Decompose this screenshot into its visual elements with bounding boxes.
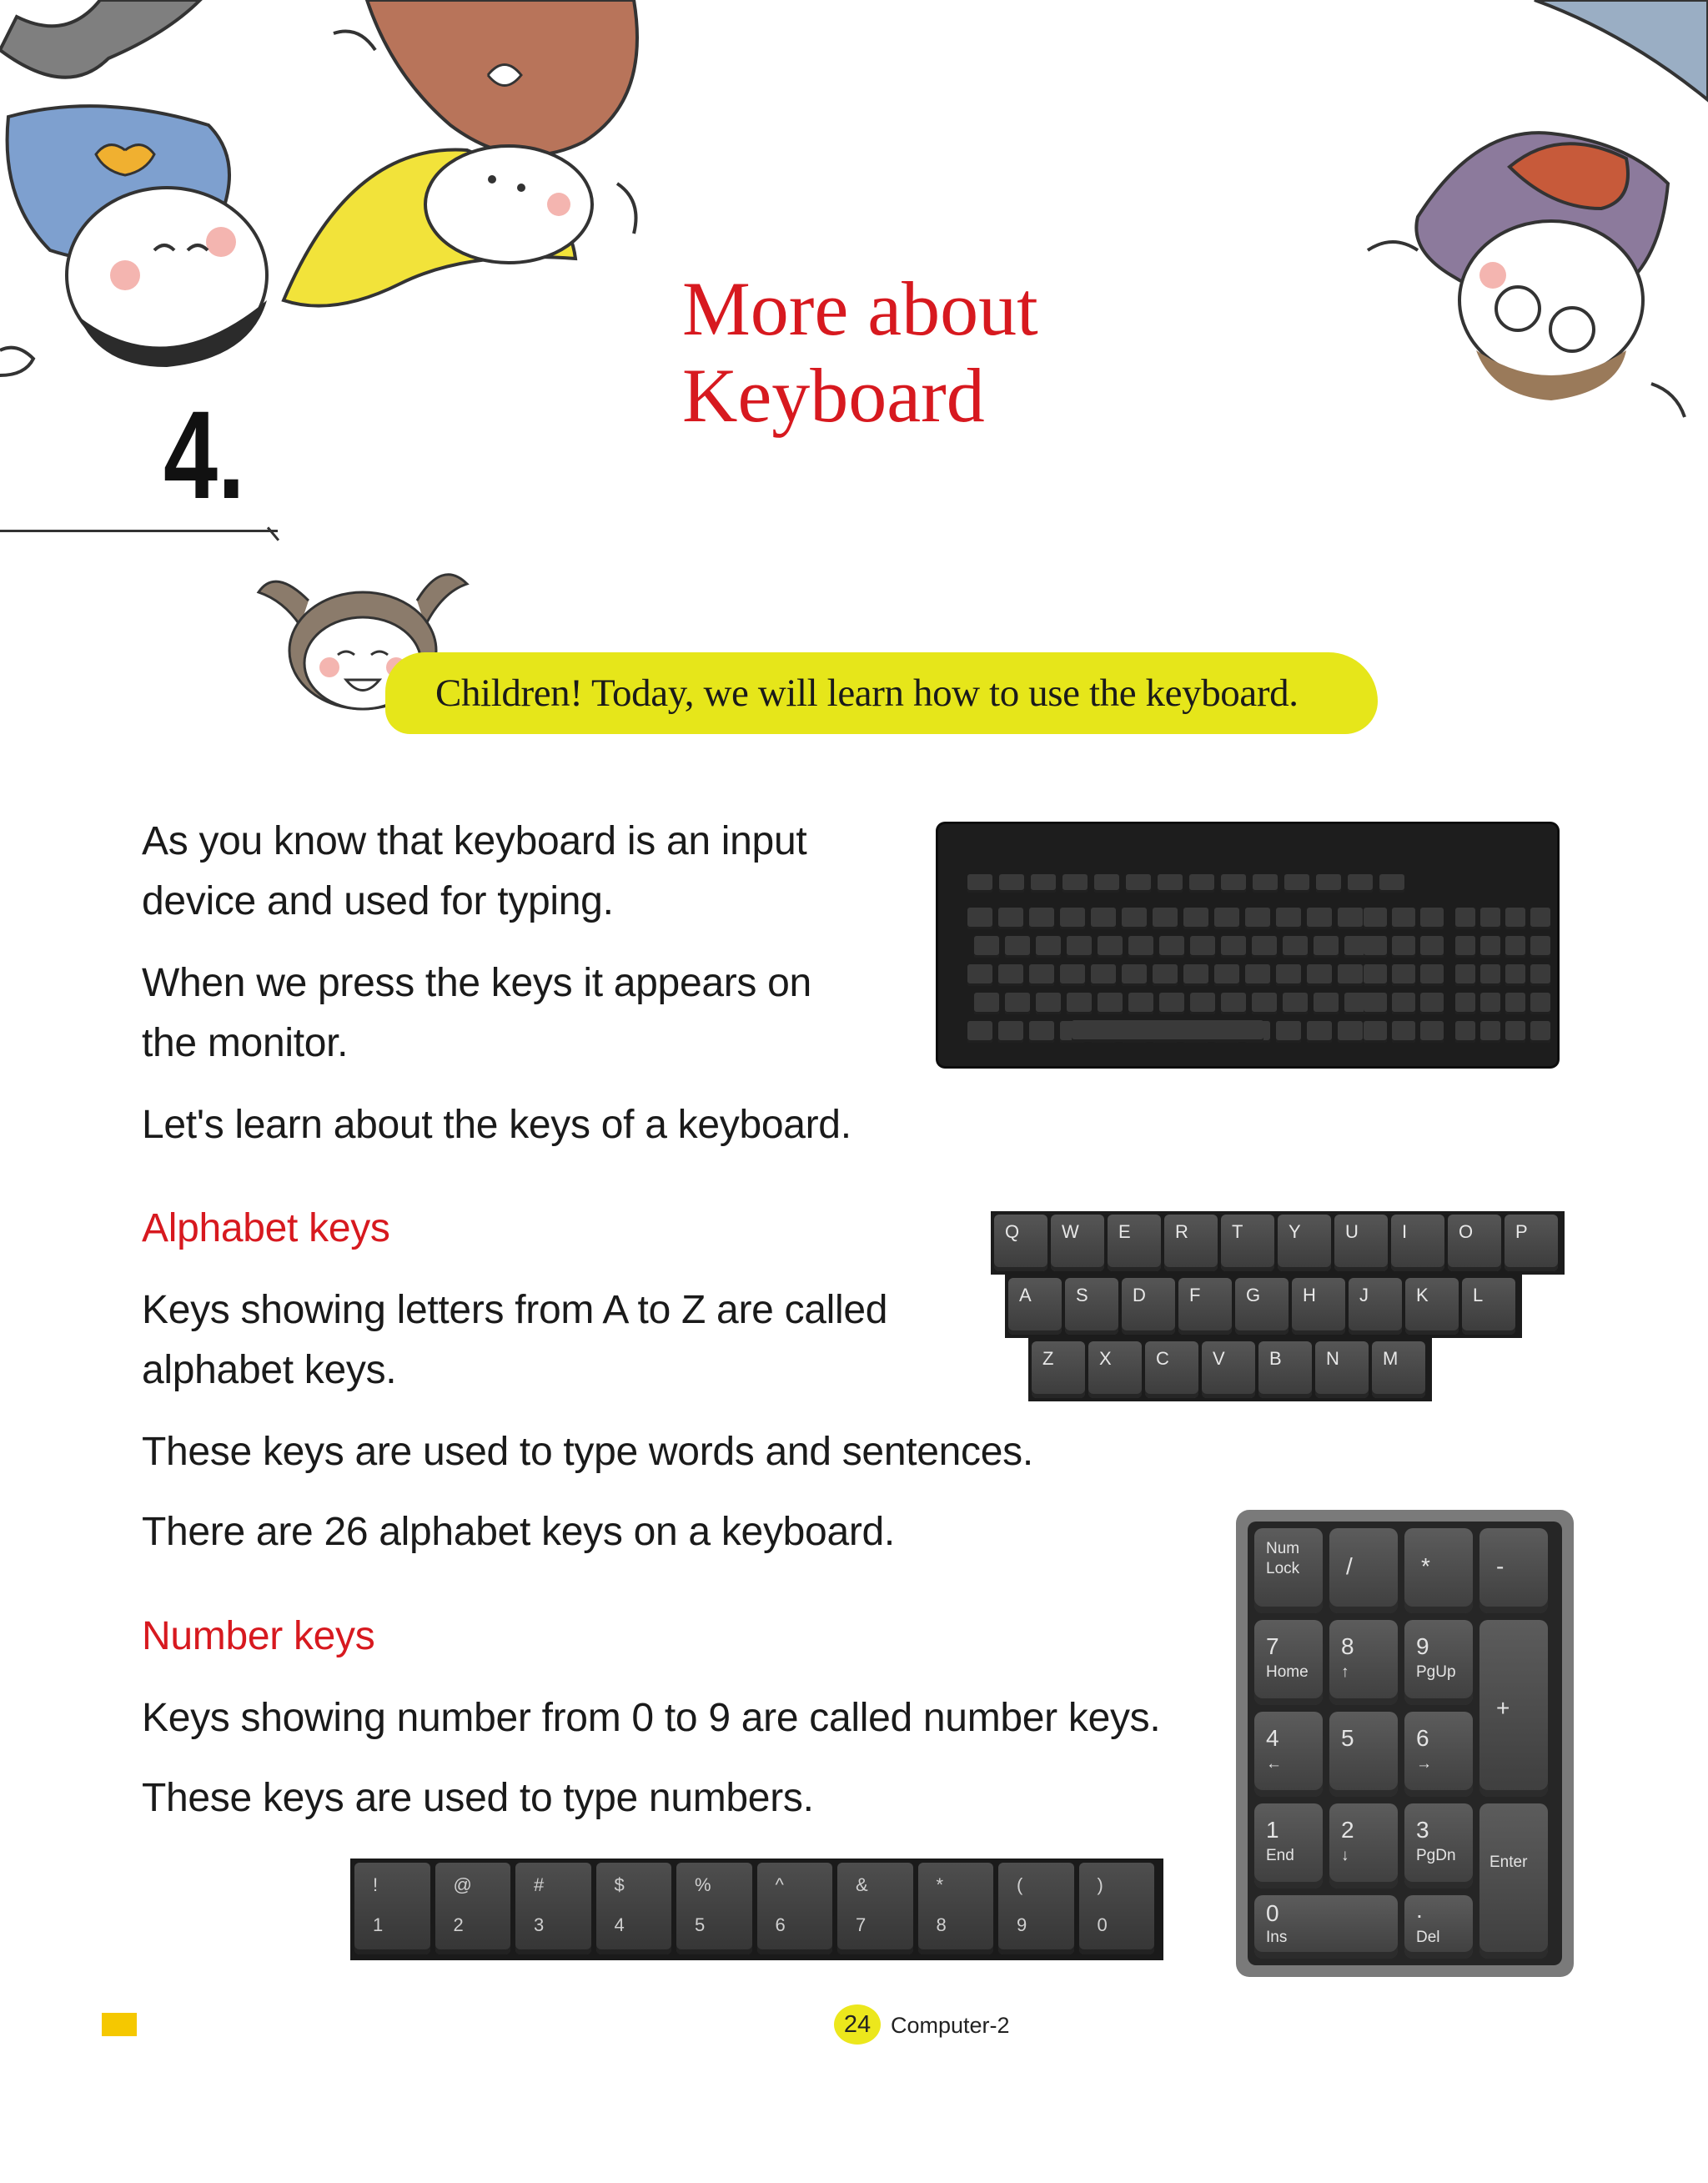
number-text-line: These keys are used to type numbers.	[142, 1776, 814, 1820]
keyboard-image-key	[1062, 874, 1088, 893]
alphabet-key	[1108, 1215, 1161, 1271]
alphabet-row-1	[991, 1211, 1565, 1275]
alphabet-text-line: alphabet keys.	[142, 1348, 397, 1392]
keyboard-image-key	[1379, 874, 1404, 893]
keyboard-image-key	[1159, 993, 1184, 1014]
keyboard-image-key	[1060, 908, 1085, 929]
alphabet-key-label: N	[1326, 1348, 1339, 1369]
keyboard-image-key	[998, 964, 1023, 986]
keyboard-image-key	[1455, 936, 1475, 958]
plus-label: +	[1496, 1695, 1510, 1721]
number-key-symbol: ^	[775, 1874, 784, 1895]
down-arrow-icon: ↓	[1341, 1847, 1349, 1864]
keyboard-image-key	[1214, 908, 1239, 929]
keyboard-image-key	[1283, 993, 1308, 1014]
alphabet-key-label: A	[1019, 1285, 1032, 1305]
alphabet-key-label: C	[1156, 1348, 1169, 1369]
alphabet-key	[1235, 1278, 1289, 1335]
keyboard-image-key	[1338, 964, 1363, 986]
numlock-label-1: Num	[1266, 1540, 1300, 1557]
keyboard-image-key	[1183, 964, 1208, 986]
alphabet-key	[1405, 1278, 1459, 1335]
keyboard-image-key	[1031, 874, 1056, 893]
number-keys-row	[350, 1859, 1163, 1960]
number-key-symbol: &	[856, 1874, 868, 1895]
alphabet-key	[1145, 1341, 1198, 1398]
left-arrow-icon: ←	[1266, 1755, 1282, 1773]
keyboard-image-key	[1420, 993, 1444, 1014]
keyboard-image-key	[1316, 874, 1341, 893]
key-7	[1254, 1620, 1323, 1705]
keyboard-image-key	[1505, 964, 1525, 986]
keyboard-image-key	[1530, 908, 1550, 929]
keyboard-image-key	[1307, 1021, 1332, 1043]
keyboard-image-key	[1098, 993, 1123, 1014]
keyboard-image-key	[1276, 908, 1301, 929]
keyboard-image-key	[1480, 993, 1500, 1014]
alphabet-key	[1178, 1278, 1232, 1335]
paragraph-line: device and used for typing.	[142, 879, 614, 923]
alphabet-key	[1258, 1341, 1312, 1398]
keyboard-image-key	[998, 1021, 1023, 1043]
enter-key	[1479, 1803, 1548, 1959]
number-key	[837, 1863, 913, 1954]
alphabet-text-line: There are 26 alphabet keys on a keyboard.	[142, 1510, 895, 1554]
keyboard-image-key	[1420, 1021, 1444, 1043]
alphabet-key	[1278, 1215, 1331, 1271]
alphabet-key	[1008, 1278, 1062, 1335]
keyboard-image-key	[974, 993, 999, 1014]
alphabet-keys-heading: Alphabet keys	[142, 1206, 390, 1250]
keyboard-image-key	[1221, 936, 1246, 958]
chapter-title-line2: Keyboard	[682, 353, 985, 438]
key-3	[1404, 1803, 1473, 1889]
slash-label: /	[1346, 1553, 1353, 1579]
key-9	[1404, 1620, 1473, 1705]
number-key	[515, 1863, 591, 1954]
chapter-title-line1: More about	[682, 266, 1038, 351]
keyboard-image-key	[1307, 908, 1332, 929]
key-5-label: 5	[1341, 1725, 1354, 1751]
keyboard-image-key	[1158, 874, 1183, 893]
alphabet-key-label: U	[1345, 1221, 1359, 1242]
keyboard-image-key	[1348, 874, 1373, 893]
key-7-label: 7	[1266, 1633, 1279, 1659]
chapter-rule-tick	[267, 526, 279, 541]
number-key-digit: 6	[775, 1914, 786, 1935]
number-key	[676, 1863, 752, 1954]
alphabet-key	[1292, 1278, 1345, 1335]
keyboard-image-key	[967, 1021, 992, 1043]
alphabet-key-label: E	[1118, 1221, 1131, 1242]
alphabet-key-label: G	[1246, 1285, 1261, 1305]
keyboard-image-key	[1530, 964, 1550, 986]
minus-label: -	[1496, 1553, 1505, 1579]
key-8-label: 8	[1341, 1633, 1354, 1659]
slash-key	[1329, 1528, 1398, 1613]
key-6	[1404, 1712, 1473, 1797]
keyboard-image-key	[1253, 874, 1278, 893]
keyboard-image-key	[1221, 874, 1246, 893]
number-key	[998, 1863, 1074, 1954]
keyboard-image-key	[1338, 908, 1363, 929]
number-key-symbol: @	[453, 1874, 472, 1895]
numlock-key	[1254, 1528, 1323, 1613]
paragraph-line: When we press the keys it appears on	[142, 961, 811, 1005]
keyboard-image-key	[1307, 964, 1332, 986]
right-arrow-icon: →	[1416, 1755, 1432, 1773]
number-key	[354, 1863, 430, 1954]
keyboard-image-key	[1392, 936, 1415, 958]
alphabet-key-label: M	[1383, 1348, 1399, 1369]
keyboard-image-key	[1364, 936, 1387, 958]
keyboard-image-key	[1455, 993, 1475, 1014]
keyboard-image-key	[1252, 936, 1277, 958]
alphabet-key-label: R	[1175, 1221, 1188, 1242]
keyboard-image-key	[1128, 936, 1153, 958]
number-text-line: Keys showing number from 0 to 9 are called number keys.	[142, 1696, 1161, 1740]
number-key	[918, 1863, 994, 1954]
alphabet-key-label: Q	[1005, 1221, 1020, 1242]
alphabet-key	[1065, 1278, 1118, 1335]
numlock-label-2: Lock	[1266, 1560, 1300, 1577]
alphabet-key	[1088, 1341, 1142, 1398]
keyboard-image-key	[1029, 908, 1054, 929]
alphabet-key	[1164, 1215, 1218, 1271]
chapter-number: 4.	[163, 385, 245, 525]
number-key-symbol: $	[614, 1874, 625, 1895]
number-key-digit: 3	[534, 1914, 545, 1935]
keyboard-image-key	[1029, 964, 1054, 986]
keyboard-image-key	[1505, 908, 1525, 929]
key-3-sub: PgDn	[1416, 1847, 1456, 1864]
intro-text: Children! Today, we will learn how to use the keyboard.	[435, 671, 1299, 715]
keyboard-image-key	[1252, 993, 1277, 1014]
numeric-keypad	[1236, 1510, 1574, 1977]
keyboard-image-key	[1128, 993, 1153, 1014]
alphabet-key-label: J	[1359, 1285, 1369, 1305]
key-4	[1254, 1712, 1323, 1797]
footer-marker	[102, 2013, 137, 2036]
keyboard-image-key	[1245, 964, 1270, 986]
number-key-symbol: (	[1017, 1874, 1023, 1895]
alphabet-key-label: O	[1459, 1221, 1474, 1242]
number-key-symbol: #	[534, 1874, 545, 1895]
keyboard-image-key	[1122, 964, 1147, 986]
paragraph-line: Let's learn about the keys of a keyboard.	[142, 1103, 851, 1147]
chapter-title	[682, 265, 1149, 439]
keyboard-image-key	[1183, 908, 1208, 929]
keyboard-image-key	[1480, 964, 1500, 986]
keyboard-image-key	[1420, 936, 1444, 958]
alphabet-key-label: B	[1269, 1348, 1282, 1369]
keyboard-image-key	[998, 908, 1023, 929]
alphabet-text-line: These keys are used to type words and sentences.	[142, 1430, 1033, 1474]
keyboard-image-key	[1392, 908, 1415, 929]
alphabet-key-label: V	[1213, 1348, 1225, 1369]
number-key-digit: 1	[373, 1914, 384, 1935]
key-4-label: 4	[1266, 1725, 1279, 1751]
number-key-digit: 9	[1017, 1914, 1027, 1935]
key-1-label: 1	[1266, 1817, 1279, 1843]
key-5	[1329, 1712, 1398, 1797]
keyboard-image-key	[1029, 1021, 1054, 1043]
keyboard-image-key	[1480, 1021, 1500, 1043]
number-key-digit: 8	[936, 1914, 947, 1935]
plus-key	[1479, 1620, 1548, 1797]
alphabet-key-label: H	[1303, 1285, 1316, 1305]
keyboard-image-key	[1214, 964, 1239, 986]
keyboard-image-key	[1190, 993, 1215, 1014]
keyboard-image-key	[1091, 964, 1116, 986]
keyboard-image-key	[967, 964, 992, 986]
keyboard-image-key	[1392, 993, 1415, 1014]
key-6-label: 6	[1416, 1725, 1429, 1751]
keyboard-image-key	[1364, 964, 1387, 986]
alphabet-key-label: F	[1189, 1285, 1201, 1305]
alphabet-key	[1051, 1215, 1104, 1271]
alphabet-key	[994, 1215, 1047, 1271]
keyboard-image-key	[1091, 908, 1116, 929]
number-key-digit: 4	[614, 1914, 625, 1935]
star-key	[1404, 1528, 1473, 1613]
alphabet-key	[1221, 1215, 1274, 1271]
alphabet-row-3	[1028, 1338, 1432, 1401]
keyboard-image-key	[1036, 993, 1061, 1014]
alphabet-key-label: W	[1062, 1221, 1079, 1242]
alphabet-key-label: P	[1515, 1221, 1528, 1242]
alphabet-key	[1391, 1215, 1444, 1271]
minus-key	[1479, 1528, 1548, 1613]
keyboard-image-key	[1067, 936, 1092, 958]
page-number: 24	[834, 2004, 881, 2045]
keyboard-image-key	[1505, 1021, 1525, 1043]
keyboard-image-key	[1126, 874, 1151, 893]
key-0-sub: Ins	[1266, 1929, 1288, 1946]
keyboard-image	[938, 824, 1557, 1066]
key-2-label: 2	[1341, 1817, 1354, 1843]
keyboard-image-key	[999, 874, 1024, 893]
number-key-digit: 0	[1097, 1914, 1108, 1935]
key-8	[1329, 1620, 1398, 1705]
keyboard-image-key	[1005, 936, 1030, 958]
number-keys-heading: Number keys	[142, 1614, 375, 1658]
keyboard-image-key	[1314, 993, 1339, 1014]
keyboard-image-key	[1392, 1021, 1415, 1043]
number-key	[1079, 1863, 1155, 1954]
alphabet-key-label: K	[1416, 1285, 1429, 1305]
key-9-label: 9	[1416, 1633, 1429, 1659]
number-key	[596, 1863, 672, 1954]
keyboard-image-key	[1283, 936, 1308, 958]
alphabet-key	[1372, 1341, 1425, 1398]
number-key-symbol: %	[695, 1874, 711, 1895]
alphabet-key	[1315, 1341, 1369, 1398]
alphabet-key	[1122, 1278, 1175, 1335]
keyboard-image-key	[1455, 1021, 1475, 1043]
keyboard-image-key	[1314, 936, 1339, 958]
key-3-label: 3	[1416, 1817, 1429, 1843]
alphabet-key-label: D	[1133, 1285, 1146, 1305]
keyboard-image-key	[1420, 908, 1444, 929]
paragraph-line: As you know that keyboard is an input	[142, 819, 807, 863]
alphabet-key	[1202, 1341, 1255, 1398]
alphabet-key	[1462, 1278, 1515, 1335]
keyboard-image-key	[1364, 1021, 1387, 1043]
keyboard-image-key	[1067, 993, 1092, 1014]
alphabet-key	[1032, 1341, 1085, 1398]
keyboard-image-key	[1005, 993, 1030, 1014]
keyboard-image-key	[1098, 936, 1123, 958]
alphabet-key	[1334, 1215, 1388, 1271]
number-key-digit: 2	[453, 1914, 464, 1935]
alphabet-row-2	[1005, 1275, 1522, 1338]
keyboard-image-key	[1364, 993, 1387, 1014]
keyboard-image-key	[1276, 964, 1301, 986]
alphabet-key-label: T	[1232, 1221, 1243, 1242]
key-1	[1254, 1803, 1323, 1889]
keyboard-image-key	[1480, 908, 1500, 929]
keyboard-image-key	[1094, 874, 1119, 893]
key-1-sub: End	[1266, 1847, 1294, 1864]
keyboard-image-key	[1455, 908, 1475, 929]
alphabet-key	[1349, 1278, 1402, 1335]
alphabet-key-label: X	[1099, 1348, 1112, 1369]
keyboard-image-key	[1276, 1021, 1301, 1043]
keyboard-image-key	[1036, 936, 1061, 958]
keyboard-image-key	[1392, 964, 1415, 986]
number-key-symbol: *	[936, 1874, 944, 1895]
enter-label: Enter	[1489, 1854, 1528, 1871]
paragraph-line: the monitor.	[142, 1021, 349, 1065]
alphabet-key-label: I	[1402, 1221, 1408, 1242]
alphabet-key	[1505, 1215, 1558, 1271]
key-0	[1254, 1895, 1398, 1959]
keyboard-image-key	[1153, 964, 1178, 986]
key-2	[1329, 1803, 1398, 1889]
keyboard-image-key	[1190, 936, 1215, 958]
up-arrow-icon: ↑	[1341, 1663, 1349, 1681]
alphabet-key-label: S	[1076, 1285, 1088, 1305]
number-key	[435, 1863, 511, 1954]
keyboard-image-key	[1060, 964, 1085, 986]
keyboard-image-key	[1530, 1021, 1550, 1043]
alphabet-key-label: Y	[1289, 1221, 1301, 1242]
number-key	[757, 1863, 833, 1954]
number-key-symbol: )	[1097, 1874, 1103, 1895]
number-key-digit: 5	[695, 1914, 706, 1935]
keyboard-image-key	[1530, 936, 1550, 958]
keyboard-image-key	[1530, 993, 1550, 1014]
star-label: *	[1421, 1553, 1430, 1579]
key-0-label: 0	[1266, 1900, 1279, 1926]
number-key-symbol: !	[373, 1874, 379, 1895]
keyboard-image-key	[1245, 908, 1270, 929]
keyboard-image-key	[1480, 936, 1500, 958]
keyboard-image-key	[1072, 1020, 1263, 1042]
number-key-digit: 7	[856, 1914, 867, 1935]
keyboard-image-key	[974, 936, 999, 958]
keyboard-image-key	[1122, 908, 1147, 929]
children-illustration-left	[0, 0, 667, 400]
alphabet-key	[1448, 1215, 1501, 1271]
book-title: Computer-2	[891, 2013, 1010, 2038]
keyboard-image-key	[1159, 936, 1184, 958]
keyboard-image-key	[1455, 964, 1475, 986]
keyboard-image-key	[1153, 908, 1178, 929]
key-9-sub: PgUp	[1416, 1663, 1456, 1681]
alphabet-key-label: L	[1473, 1285, 1484, 1305]
keyboard-image-key	[1505, 993, 1525, 1014]
dot-key	[1404, 1895, 1473, 1959]
keyboard-image-key	[1189, 874, 1214, 893]
keyboard-image-key	[1284, 874, 1309, 893]
keyboard-image-key	[1364, 908, 1387, 929]
dot-label: .	[1416, 1897, 1423, 1923]
keyboard-image-key	[1505, 936, 1525, 958]
alphabet-text-line: Keys showing letters from A to Z are called	[142, 1288, 888, 1332]
keyboard-image-key	[1338, 1021, 1363, 1043]
children-illustration-right	[1351, 0, 1708, 434]
key-7-sub: Home	[1266, 1663, 1309, 1681]
keyboard-image-key	[1221, 993, 1246, 1014]
dot-sub: Del	[1416, 1929, 1440, 1946]
keyboard-image-key	[1420, 964, 1444, 986]
alphabet-key-label: Z	[1042, 1348, 1054, 1369]
keyboard-image-key	[967, 874, 992, 893]
chapter-rule	[0, 530, 278, 532]
keyboard-image-key	[967, 908, 992, 929]
